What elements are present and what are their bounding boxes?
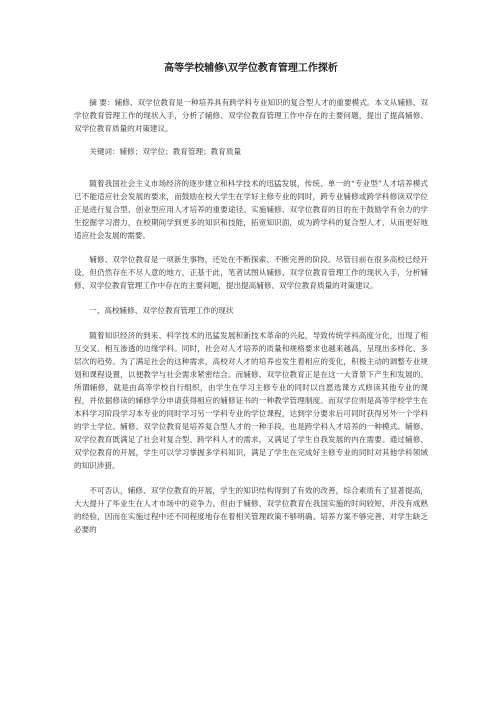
keywords: 关键词：辅修；双学位；教育管理；教育质量 bbox=[89, 147, 242, 156]
document-body bbox=[74, 62, 428, 536]
intro-paragraph: 随着我国社会主义市场经济的逐步建立和科学技术的迅猛发展，传统、单一的“专业型”人才培养模式已不能适应社会发展的要求，而鼓励在校大学生在学好主修专业的同时，跨专业辅修或跨学科修读双学位正是进行复合型、创业型应用人才培养的重要途径。实施辅修、双学位教育的目的在于鼓励学有余力的学生挖掘学习潜力，在校期间学到更多的知识和技能，拓宽知识面，成为跨学科的复合型人才，从而更好地适应社会发展的需要。 bbox=[74, 179, 428, 240]
section-paragraph: 不可否认，辅修、双学位教育的开展，学生的知识结构得到了有效的改善，综合素质有了显著提高，大大提升了毕业生在人才市场中的竞争力。但由于辅修、双学位教育在我国实施的时间较短，并没有成熟的经验，因而在实施过程中还不同程度地存在着相关管理政策不够明确、培养方案不够完善、对学生缺乏必要的 bbox=[74, 486, 428, 534]
section-heading: 一、高校辅修、双学位教育管理工作的现状 bbox=[89, 306, 234, 315]
document-title: 高等学校辅修\双学位教育管理工作探析 bbox=[164, 63, 338, 74]
intro-paragraph: 辅修、双学位教育是一项新生事物，还处在不断探索、不断完善的阶段。尽管目前在很多高校已经开设，但仍然存在不尽人意的地方，正基于此，笔者试图从辅修、双学位教育管理工作的现状入手，分析辅修、双学位教育管理工作中存在的主要问题，提出提高辅修、双学位教育质量的对策建议。 bbox=[74, 255, 428, 290]
abstract: 摘 要：辅修、双学位教育是一种培养具有跨学科专业知识的复合型人才的重要模式。本文从辅修、双学位教育管理工作的现状入手，分析了辅修、双学位教育管理工作中存在的主要问题，提出了提高辅修、双学位教育质量的对策建议。 bbox=[74, 98, 428, 133]
section-paragraph: 随着知识经济的到来、科学技术的迅猛发展和新技术革命的兴起，导致传统学科高度分化，出现了相互交叉、相互渗透的边缘学科。同时，社会对人才培养的质量和规格要求也越来越高，呈现出多样化、多层次的趋势。为了满足社会的这种需求，高校对人才的培养也发生着相应的变化，积极主动的调整专业规划和课程设置，以便教学与社会需求紧密结合。而辅修、双学位教育正是在这一大背景下产生和发展的。所谓辅修，就是由高等学校自行组织，由学生在学习主修专业的同时以自愿选课方式修读其他专业的课程，并依据修读的辅修学分申请获得相应的辅修证书的一种教学管理制度。而双学位则是高等学校学生在本科学习阶段学习本专业的同时学习另一学科专业的学位课程，达到学分要求后可同时获得另外一个学科的学士学位。辅修、双学位教育是培养复合型人才的一种手段，也是跨学科人才培养的一种模式。辅修、双学位教育既满足了社会对复合型、跨学科人才的需求，又满足了学生自我发展的内在需要。通过辅修、双学位教育的开展，学生可以学习掌握多学科知识，满足了学生在完成好主修专业的同时对其他学科领域的知识涉猎。 bbox=[74, 331, 428, 470]
